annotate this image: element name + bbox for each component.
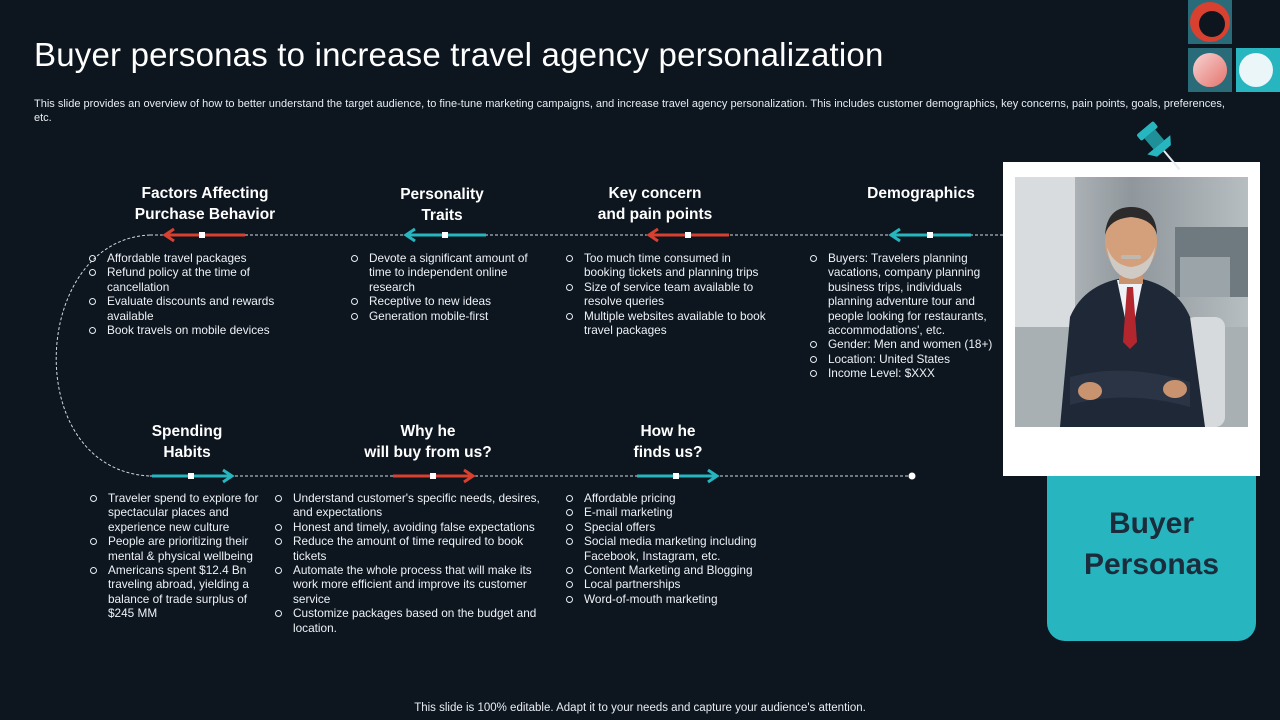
list-factors — [87, 251, 287, 337]
heading-personality: Personality Traits — [400, 186, 484, 224]
list-item: Automate the whole process that will make its work more efficient and improve its customer service — [273, 563, 548, 606]
arrow-demographics — [891, 229, 971, 241]
list-why — [273, 491, 548, 635]
list-personality — [349, 251, 539, 323]
heading-concerns: Key concern and pain points — [597, 185, 713, 223]
persona-card-title: Buyer Personas — [1083, 507, 1220, 581]
push-pin-icon — [1123, 118, 1187, 178]
arrow-spending — [152, 470, 232, 482]
list-how — [564, 491, 774, 606]
list-item: Location: United States — [808, 352, 1000, 366]
persona-photo — [1015, 177, 1248, 427]
arrow-how — [637, 470, 717, 482]
list-demographics — [808, 251, 1000, 381]
list-item: Evaluate discounts and rewards available — [87, 294, 287, 323]
list-item: Receptive to new ideas — [349, 294, 539, 308]
list-item: Affordable travel packages — [87, 251, 287, 265]
list-item: Generation mobile-first — [349, 309, 539, 323]
list-item: Social media marketing including Facebook, Instagram, etc. — [564, 534, 774, 563]
list-item: Americans spent $12.4 Bn traveling abroad, yielding a balance of trade surplus of $245 MM — [88, 563, 266, 621]
list-item: Understand customer's specific needs, desires, and expectations — [273, 491, 548, 520]
arrow-personality — [406, 229, 486, 241]
arrow-factors — [165, 229, 245, 241]
list-item: Customize packages based on the budget and location. — [273, 606, 548, 635]
heading-demographics: Demographics — [867, 185, 975, 202]
list-item: Affordable pricing — [564, 491, 774, 505]
list-item: People are prioritizing their mental & physical wellbeing — [88, 534, 266, 563]
list-item: Buyers: Travelers planning vacations, company planning business trips, individuals planning adventure tour and people looking for restaurants, accommodations', etc. — [808, 251, 1000, 337]
arrow-why — [393, 470, 473, 482]
list-item: Local partnerships — [564, 577, 774, 591]
footer-note: This slide is 100% editable. Adapt it to your needs and capture your audience's attention. — [414, 702, 866, 714]
arrow-concerns — [649, 229, 729, 241]
heading-how: How he finds us? — [633, 423, 703, 461]
list-item: Gender: Men and women (18+) — [808, 337, 1000, 351]
heading-factors: Factors Affecting Purchase Behavior — [134, 185, 276, 223]
heading-spending: Spending Habits — [151, 423, 223, 461]
list-concerns — [564, 251, 774, 337]
list-item: Income Level: $XXX — [808, 366, 1000, 380]
list-item: Book travels on mobile devices — [87, 323, 287, 337]
list-item: Word-of-mouth marketing — [564, 592, 774, 606]
list-item: Multiple websites available to book travel packages — [564, 309, 774, 338]
heading-why: Why he will buy from us? — [364, 423, 492, 461]
list-item: Reduce the amount of time required to book tickets — [273, 534, 548, 563]
list-item: Size of service team available to resolve queries — [564, 280, 774, 309]
list-item: Devote a significant amount of time to independent online research — [349, 251, 539, 294]
brand-logo-icon — [1186, 0, 1280, 94]
list-item: Special offers — [564, 520, 774, 534]
list-item: Honest and timely, avoiding false expectations — [273, 520, 548, 534]
list-spending — [88, 491, 266, 621]
list-item: Traveler spend to explore for spectacular places and experience new culture — [88, 491, 266, 534]
list-item: Refund policy at the time of cancellation — [87, 265, 287, 294]
slide-subtitle: This slide provides an overview of how to better understand the target audience, to fine-tune marketing campaigns, and increase travel agency personalization. This includes customer demographics, key concerns, pain points, goals, preferences, etc. — [34, 98, 1225, 124]
list-item: E-mail marketing — [564, 505, 774, 519]
list-item: Content Marketing and Blogging — [564, 563, 774, 577]
slide-title: Buyer personas to increase travel agency personalization — [34, 36, 884, 73]
list-item: Too much time consumed in booking tickets and planning trips — [564, 251, 774, 280]
